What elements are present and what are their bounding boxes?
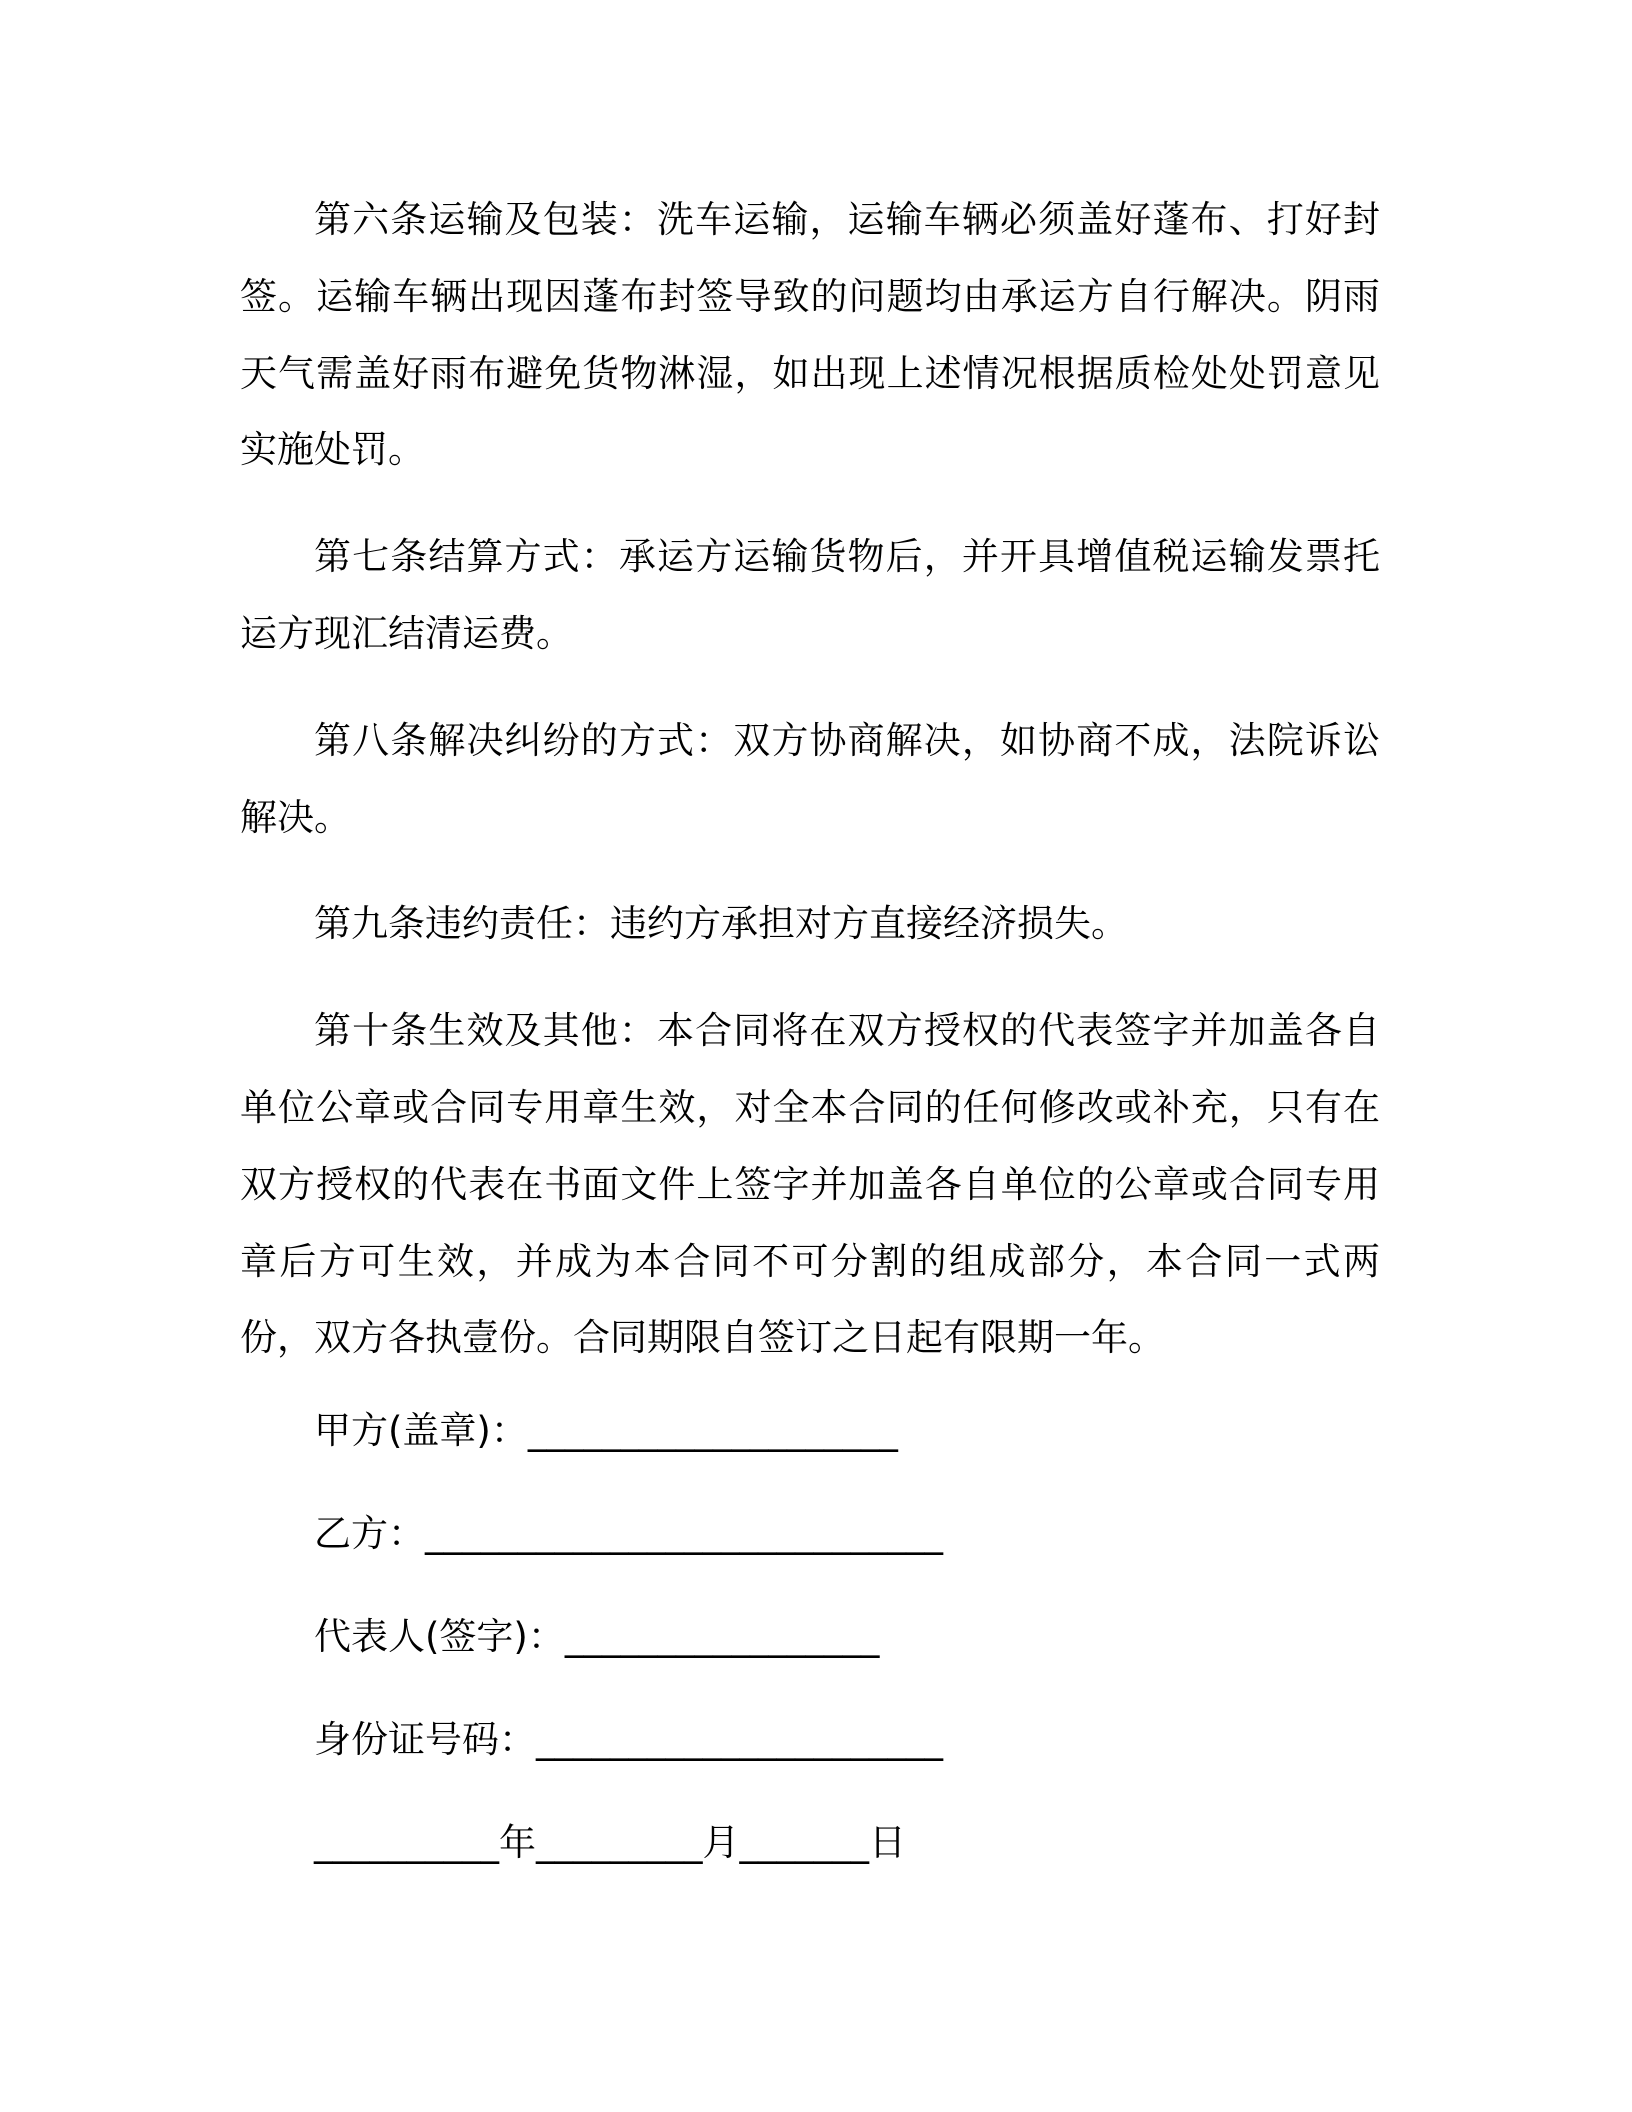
party-a-seal-line: 甲方(盖章)：____________________ xyxy=(314,1409,898,1453)
id-number-line: 身份证号码：______________________ xyxy=(314,1718,943,1762)
contract-body xyxy=(240,182,1380,1867)
party-b-line: 乙方：____________________________ xyxy=(314,1512,943,1556)
clause-8-dispute-resolution: 第八条解决纠纷的方式：双方协商解决，如协商不成，法院诉讼解决。 xyxy=(240,718,1380,839)
clause-10-effectiveness: 第十条生效及其他：本合同将在双方授权的代表签字并加盖各自单位公章或合同专用章生效，对全本合同的任何修改或补充，只有在双方授权的代表在书面文件上签字并加盖各自单位的公章或合同专用章后方可生效，并成为本合同不可分割的组成部分，本合同一式两份，双方各执壹份。合同期限自签订之日起有限期一年。 xyxy=(240,1009,1380,1360)
signature-block xyxy=(240,1407,1380,1867)
representative-signature-line: 代表人(签字)：_________________ xyxy=(314,1615,880,1659)
clause-9-liability: 第九条违约责任：违约方承担对方直接经济损失。 xyxy=(314,902,1128,946)
date-line: __________年_________月_______日 xyxy=(314,1821,906,1865)
clause-7-settlement: 第七条结算方式：承运方运输货物后，并开具增值税运输发票托运方现汇结清运费。 xyxy=(240,535,1380,655)
clause-6-transport-packaging: 第六条运输及包装：洗车运输，运输车辆必须盖好蓬布、打好封签。运输车辆出现因蓬布封签导致的问题均由承运方自行解决。阴雨天气需盖好雨布避免货物淋湿，如出现上述情况根据质检处处罚意见实施处罚。 xyxy=(240,198,1380,472)
